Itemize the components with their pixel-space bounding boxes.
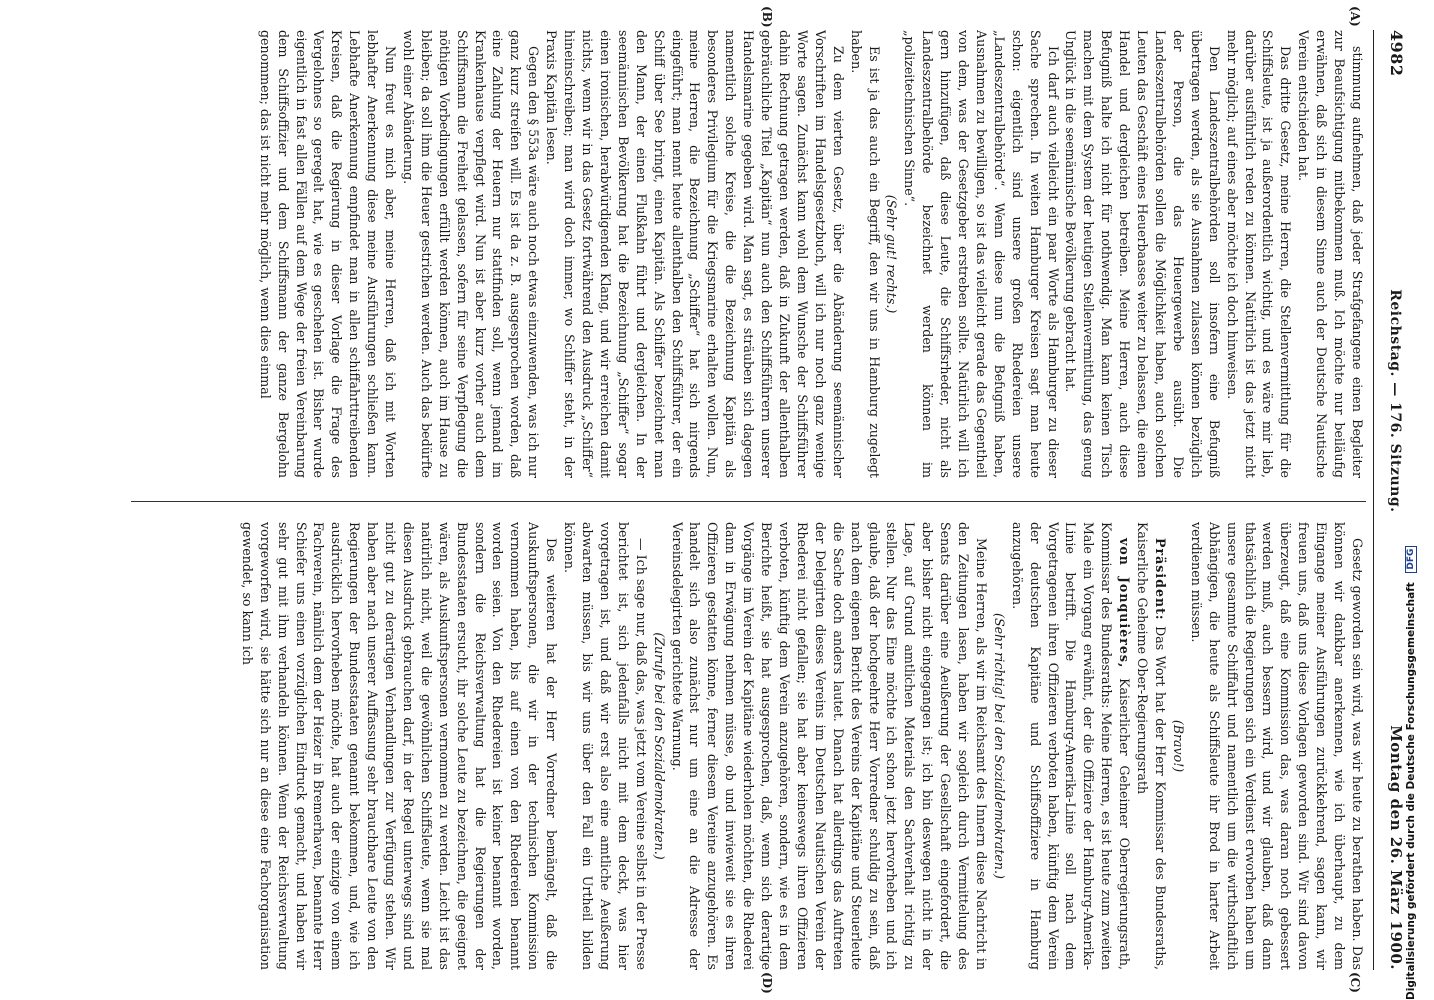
speaker-paragraph — [1008, 522, 1133, 970]
speaker-name: von Jonquières, — [1117, 538, 1133, 669]
paragraph: Gegen den § 553a wäre auch noch etwas einzuwenden, was ich nur ganz kurz streifen will. Es ist da z. B. ausgesprochen worden, daß eine Zahlung der Heuern nur stattfinden soll, wenn jemand im Krankenhause verpflegt wird. Nun ist aber kurz vorher auch dem Schiffsmann die Freiheit gelassen, sofern für seine Verpflegung die nöthigen Vorbedingungen erfüllt werden können, auch im Hause zu bleiben; da soll ihm die Heuer gestrichen werden. Auch das bedürfte wohl einer Abänderung. — [400, 30, 542, 478]
applause-note: (Sehr richtig! bei den Sozialdemokraten.) — [991, 613, 1007, 879]
paragraph: Nun freut es mich aber, meine Herren, daß ich mit Worten lebhafter Anerkennung diese meine Ausführungen schließen kann. Lebhafte Anerkennung empfindet man in allen schiffahrttreibenden Kreisen, daß die Regierung in dieser Vorlage die Frage des Vergelohnes so geregelt hat, wie es geschehen ist. Bisher wurde eigentlich in fast allen Fällen auf dem Wege der freien Vereinbarung dem Schiffsoffizier und dem Schiffsmann der ganze Bergelohn genommen; das ist nicht mehr möglich, wenn dies einmal — [257, 30, 399, 478]
margin-mark-c: (C) — [1348, 972, 1362, 993]
paragraph: Ich darf auch vielleicht ein paar Worte als Hamburger zu dieser Sache sprechen. In weiten Hamburger Kreisen sagt man heute schon: eigentlich sind unsere großen Rhedereien unsere „Landeszentralbehörde“. Wenn diese nun die Befugniß haben, Ausnahmen zu bewilligen, so ist das vielleicht gerade das Gegentheil von dem, was der Gesetzgeber erstreben sollte. Natürlich will ich gern hinzufügen, daß diese Leute, die Schiffsrheder, nicht als Landeszentralbehörde bezeichnet werden können im „polizeitechnischen Sinne“. — [902, 30, 1061, 478]
speaker-name: Präsident: — [1153, 538, 1169, 621]
header-rule — [1373, 30, 1374, 970]
paragraph: Meine Herren, als wir im Reichsamt des Innern diese Nachricht in den Zeitungen lasen, haben wir sogleich durch Vermittelung des Senats darüber eine Aeußerung der Gesellschaft eingefordert, die aber bisher nicht eingegangen ist; ich bin deswegen nicht in der Lage, auf Grund amtlichen Materials den Sachverhalt richtig zu stellen. Nur das Eine möchte ich schon jetzt hervorheben und ich glaube, daß der hochgeehrte Herr Vorredner schuldig zu sein, daß nach dem eigenen Bericht des Vereins der Kapitäne und Steuerleute die Sache doch anders lautet. Danach hat allerdings das Auftreten der Delegirten dieses Vereins im Deutschen Nautischen Verein der Rhederei nicht gefallen; sie hat aber keineswegs ihren Offizieren verboten, künftig dem Verein anzugehören, sondern, wie es in dem Berichte heißt, sie hat ausgesprochen, daß, wenn sich derartige Vorgänge im Verein der Kapitäne wiederholen möchten, die Rhederei dann in Erwägung nehmen müsse, ob und inwieweit sie es ihren Offizieren gestatten könne, ferner diesem Vereine anzugehören. Es handelt sich also zunächst nur um eine an die Adresse der Vereinsdelegirten gerichtete Warnung. — [669, 522, 989, 970]
column-rule — [131, 501, 1366, 502]
dfg-logo: DFG — [1405, 546, 1417, 573]
digitization-footer — [1405, 10, 1417, 1000]
applause-note: (Zurufe bei den Sozialdemokraten.) — [651, 632, 667, 860]
paragraph: Das dritte Gesetz, meine Herren, die Stellenvermittlung für die Schiffsleute, ist ja außerordentlich wichtig, und es wäre mir lieb, darüber ausführlich reden zu können. Natürlich ist das jetzt nicht mehr möglich; auf eines aber möchte ich doch hinweisen. — [1224, 30, 1294, 478]
applause-note: (Sehr gut! rechts.) — [884, 194, 900, 314]
paragraph: Des weiteren hat der Herr Vorredner bemängelt, daß die Auskunftspersonen, die wir in der technischen Kommission vernommen haben, bis auf einen von den Rhedereien benannt worden seien. Von den Rhedereien ist keiner benannt worden, sondern die Reichsverwaltung hat die Regierungen der Bundesstaaten ersucht, ihr solche Leute zu bezeichnen, die geeignet wären, als Auskunftspersonen vernommen zu werden. Leicht ist das natürlich nicht, weil die gewöhnlichen Schiffsleute, wenn sie mal diesen Ausdruck gebrauchen darf, in der Regel unterwegs sind und nicht gut zu derartigen Verhandlungen zur Verfügung stehen. Wir haben aber nach unserer Auffassung sehr brauchbare Leute von den Regierungen der Bundesstaaten genannt bekommen, und, wie ich ausdrücklich hervorheben möchte, hat auch der einzige von einem Fachverein, nämlich dem der Heizer in Bremerhaven, benannte Herr Schiefer uns einen vorzüglichen Eindruck gemacht, und haben wir sehr gut mit ihm verhandeln können. Wenn der Reichsverwaltung vorgeworfen wird, sie hätte sich nur an diese eine Fachorganisation gewendet, so kann ich — [239, 522, 560, 970]
speaker-paragraph — [1133, 522, 1169, 970]
paragraph: Gesetz geworden sein wird, was wir heute zu berathen haben. Das können wir dankbar anerkennen, wie ich überhaupt, zu dem Eingange meiner Ausführungen zurückkehrend, sagen kann, wir freuen uns, daß uns diese Vorlagen geworden sind. Wir sind davon überzeugt, daß eine Kommission das, was daran noch gebessert werden muß, auch bessern wird, und wir glauben, daß dann thatsächlich die Regierungen sich ein Verdienst erworben haben um unsere gesammte Schiffahrt und namentlich um die wirthschaftlich Abhängigen, die heute als Schiffsleute ihr Brod in harter Arbeit verdienen müssen. — [1188, 522, 1365, 970]
rotated-page — [74, 0, 1434, 1000]
footer-credit: Digitalisierung gefördert durch die Deutsche Forschungsgemeinschaft — [1405, 582, 1417, 1000]
speech-text: Das Wort hat der Herr Kommissar des Bundesraths, Kaiserliche Geheime Ober-Regierungsrath — [1135, 522, 1169, 970]
margin-mark-b: (B) — [760, 6, 774, 28]
left-column — [131, 30, 1366, 478]
page-number: 4982 — [1387, 30, 1406, 77]
session-date: Montag den 26. März 1900. — [1387, 725, 1405, 970]
speech-text: Kaiserlicher Geheimer Oberregierungsrath, Kommissar des Bundesraths: Meine Herren, es ist heute zum zweiten Male ein Vorgang erwähnt, der die Offiziere der Hamburg-Amerika-Linie betrifft. Die Hamburg-Amerika-Linie soll nach dem Vorgetragenen ihren Offizieren verboten haben, künftig dem Verein der deutschen Kapitäne und Schiffsoffiziere in Hamburg anzugehören. — [1009, 522, 1133, 970]
paragraph: stimmung aufnehmen, daß jeder Strafgefangene einen Begleiter zur Beaufsichtigung mitbekommen muß. Ich möchte nur beiläufig erwähnen, daß sich in diesem Sinne auch der Deutsche Nautische Verein entschieden hat. — [1296, 30, 1365, 478]
page-header — [1376, 30, 1406, 970]
paragraph: Den Landeszentralbehörden soll insofern eine Befugniß übertragen werden, als sie Ausnahmen zulassen können bezüglich der Person, die das Heuergewerbe ausübt. Die Landeszentralbehörden sollen die Möglichkeit haben, auch solchen Leuten das Geschäft eines Heuerbaases weiter zu belassen, die einen Handel und dergleichen betreiben. Meine Herren, auch diese Befugniß halte ich nicht für nothwendig. Man kann keinen Tisch machen mit dem System der heutigen Stellenvermittlung, das genug Unglück in die seemännische Bevölkerung gebracht hat. — [1063, 30, 1222, 478]
paragraph: Es ist ja das auch ein Begriff, den wir uns in Hamburg zugelegt haben. — [848, 30, 882, 478]
session-title: Reichstag. — 176. Sitzung. — [1387, 289, 1403, 513]
applause-note: (Bravo!) — [1170, 719, 1186, 773]
paragraph: — Ich sage nur, daß das, was jetzt vom Vereine selbst in der Presse berichtet ist, sich jedenfalls nicht mit dem deckt, was hier vorgetragen ist, und daß wir erst also eine amtliche Aeußerung abwarten müssen, bis wir uns über den Fall ein Urtheil bilden können. — [562, 522, 649, 970]
right-column — [131, 522, 1366, 970]
paragraph: Zu dem vierten Gesetz, über die Abänderung seemännischer Vorschriften im Handelsgesetzbuch, will ich nur noch ganz wenige Worte sagen. Zunächst kann wohl dem Wunsche der Schiffsführer dahin Rechnung getragen werden, daß in Zukunft der allenthalben gebräuchliche Titel „Kapitän“ nun auch den Schiffsführern unserer Handelsmarine gegeben wird. Man sagt, es sträuben sich dagegen namentlich solche Kreise, die die Bezeichnung Kapitän als besonderes Privilegium für die Kriegsmarine erhalten wollen. Nun, meine Herren, die Bezeichnung „Schiffer“ hat sich nirgends eingeführt; man nennt heute allenthalben den Schiffsführer, der ein Schiff über See bringt, einen Kapitän. Als Schiffer bezeichnet man den Mann, der einen Flußkahn führt und dergleichen. In der seemännischen Bevölkerung hat die Bezeichnung „Schiffer“ sogar einen ironischen, herabwürdigenden Klang, und wir erreichen damit nichts, wenn wir in das Gesetz fortwährend den Ausdruck „Schiffer“ hineinschreiben; man wird doch immer, wo Schiffer steht, in der Praxis Kapitän lesen. — [544, 30, 846, 478]
margin-mark-d: (D) — [760, 972, 774, 994]
margin-mark-a: (A) — [1348, 6, 1362, 27]
